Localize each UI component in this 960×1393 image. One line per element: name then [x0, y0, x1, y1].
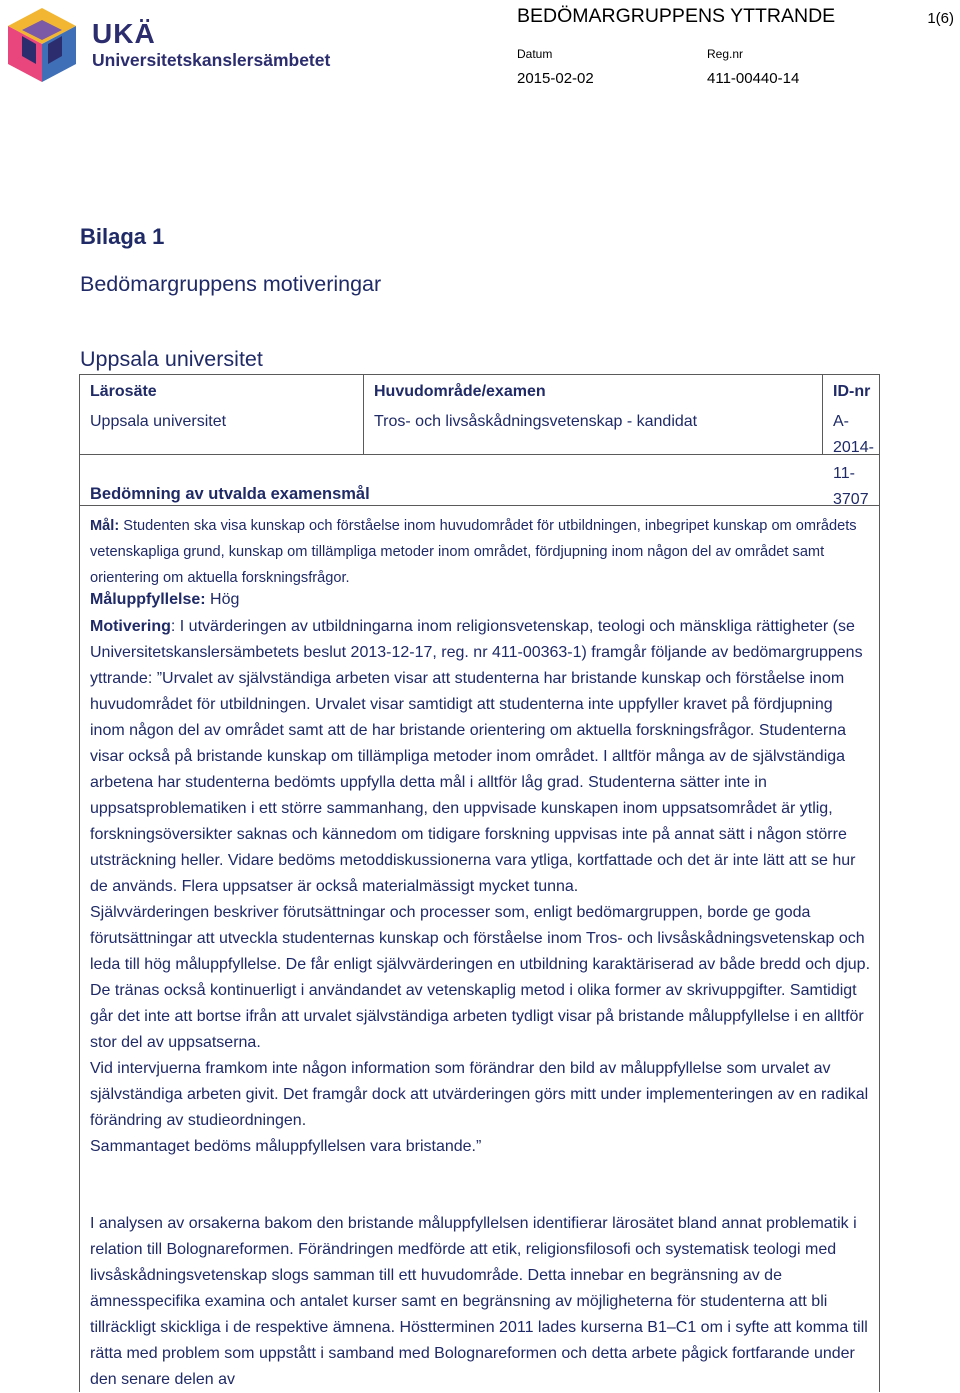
institution-value: Uppsala universitet: [90, 413, 227, 430]
institution-label: Lärosäte: [90, 383, 157, 400]
page-number: 1(6): [927, 10, 954, 27]
motivation-p3: Vid intervjuerna framkom inte någon information som förändrar den bild av måluppfyllelse som urvalet av självständiga arbeten givit. Det framgår dock att utvärderingen görs mitt under implementeringen av en radikal förändring av studieordningen.: [90, 1060, 869, 1129]
date-label: Datum: [517, 47, 553, 61]
id-value-line1: A-2014-11-: [833, 413, 874, 482]
assessment-box: [79, 454, 880, 1392]
fulfilment-value: Hög: [205, 591, 240, 608]
motivation-p4: Sammantaget bedöms måluppfyllelsen vara bristande.”: [90, 1138, 482, 1155]
goal-label: Mål:: [90, 518, 120, 534]
info-cell-id: [822, 375, 879, 508]
regnr-value: 411-00440-14: [707, 70, 800, 87]
analysis-paragraph: I analysen av orsakerna bakom den bristande måluppfyllelsen identifierar lärosätet bland annat problematik i relation till Bolognareformen. Förändringen medförde att etik, religionsfilosofi och systematisk teologi med livsåskådningsvetenskap slogs samman till ett huvudområde. Detta innebar en begränsning av de ämnesspecifika examina och antalet kurser samt en begränsning av möjligheterna för studenterna att bli tillräckligt skickliga i de respektive ämnena. Höstterminen 2011 lades kurserna B1–C1 om i syfte att komma till rätta med problem som uppstått i samband med Bolognareformen och detta arbete pågick fortfarande under den senare delen av: [90, 1215, 868, 1388]
program-value: Tros- och livsåskådningsvetenskap - kandidat: [374, 413, 698, 430]
goal-body: Studenten ska visa kunskap och förståelse inom huvudområdet för utbildningen, inbegripet kunskap om områdets vetenskapliga grund, kunskap om tillämpliga metoder inom området, fördjupning inom någon del av området samt orientering om aktuella forskningsfrågor.: [90, 518, 857, 586]
regnr-label: Reg.nr: [707, 47, 744, 61]
org-name: Universitetskanslersämbetet: [92, 50, 331, 70]
fulfilment: [90, 591, 239, 609]
motivation-label: Motivering: [90, 618, 171, 635]
cube-logo-icon: [6, 6, 78, 84]
fulfilment-label: Måluppfyllelse:: [90, 591, 206, 608]
university-heading: Uppsala universitet: [80, 347, 263, 371]
section-title: Bedömning av utvalda examensmål: [90, 485, 370, 503]
ukaa-logo: [6, 6, 336, 86]
info-cell-institution: [80, 375, 363, 454]
motivation: [90, 614, 871, 1160]
goal-text: [90, 513, 869, 591]
id-label: ID-nr: [833, 383, 871, 400]
date-value: 2015-02-02: [517, 70, 594, 87]
motivation-paragraph: [90, 614, 871, 900]
program-label: Huvudområde/examen: [374, 383, 546, 400]
section-divider: [80, 505, 879, 506]
document-type: BEDÖMARGRUPPENS YTTRANDE: [517, 5, 836, 27]
subtitle: Bedömargruppens motiveringar: [80, 272, 382, 296]
id-value-line2: 3707: [833, 491, 869, 508]
motivation-p1: : I utvärderingen av utbildningarna inom religionsvetenskap, teologi och mänskliga rättigheter (se Universitetskanslersämbetets beslut 2013-12-17, reg. nr 411-00363-1) framgår följande av bedömargruppens yttrande: ”Urvalet av självständiga arbeten visar att studenterna har bristande kunskap och förståelse inom huvudområdet för utbildningen. Urvalet visar samtidigt att studenterna inte uppfyller kravet på fördjupning inom någon del av området samt att de har bristande orientering om aktuella forskningsfrågor. Studenterna visar också på bristande kunskap om tillämpliga metoder inom området. I alltför många av de självständiga arbetena har studenterna bedömts uppfylla detta mål i alltför låg grad. Studenterna sätter inte in uppsatsproblematiken i ett större sammanhang, den uppvisade kunskapen inom uppsatsområdet är ytlig, forskningsöversikter saknas och kännedom om tidigare forskning uppvisas inte på annat sätt i någon större utsträckning heller. Vidare bedöms metoddiskussionerna vara ytliga, kortfattade och det är inte lätt att se hur de används. Flera uppsatser är också materialmässigt mycket tunna.: [90, 618, 863, 895]
annex-title: Bilaga 1: [80, 224, 165, 249]
org-abbreviation: UKÄ: [92, 18, 156, 49]
motivation-p2: Självvärderingen beskriver förutsättningar och processer som, enligt bedömargruppen, borde ge goda förutsättningar att utveckla studenternas kunskap och förståelse inom Tros- och livsåskådningsvetenskap och leda till hög måluppfyllelse. De får enligt självvärderingen en utbildning karaktäriserad av både bredd och djup. De tränas också kontinuerligt i användandet av vetenskaplig metod i olika former av skrivuppgifter. Samtidigt går det inte att bortse ifrån att urvalet självständiga arbeten tydligt visar på bristande måluppfyllelse i en alltför stor del av uppsatserna.: [90, 904, 871, 1051]
info-cell-program: [363, 375, 823, 454]
